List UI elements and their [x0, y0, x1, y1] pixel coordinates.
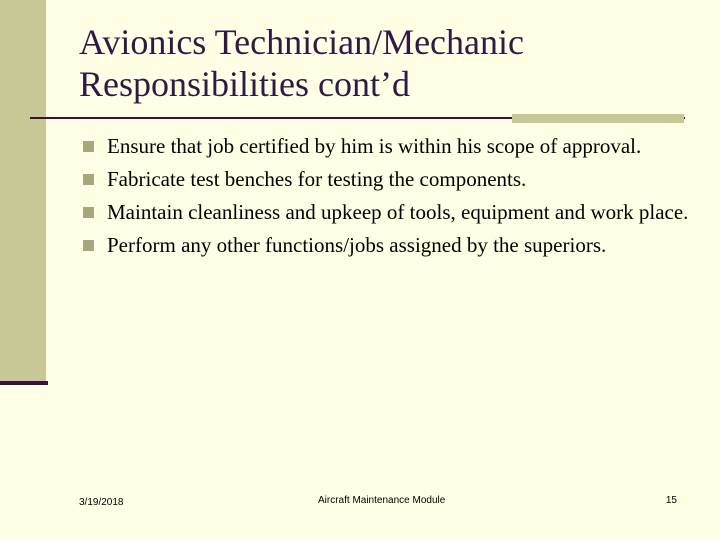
footer-module-name: Aircraft Maintenance Module: [318, 495, 446, 506]
bullet-item: [80, 165, 690, 193]
bullet-text: Perform any other functions/jobs assigned by the superiors.: [107, 233, 607, 257]
bullet-text: Ensure that job certified by him is within his scope of approval.: [107, 134, 642, 158]
footer-page-number: 15: [665, 495, 677, 506]
square-bullet-icon: [83, 174, 94, 185]
square-bullet-icon: [83, 207, 94, 218]
bullet-item: [80, 231, 690, 259]
footer-date: 3/19/2018: [79, 497, 124, 508]
bullet-item: [80, 132, 690, 160]
title-divider-accent: [512, 114, 684, 123]
bullet-item: [80, 198, 690, 226]
slide-title-line-1: Avionics Technician/Mechanic: [79, 22, 524, 62]
square-bullet-icon: [83, 240, 94, 251]
square-bullet-icon: [83, 141, 94, 152]
decorative-left-bar: [0, 0, 46, 383]
slide-title-line-2: Responsibilities cont’d: [79, 64, 410, 104]
bullet-text: Maintain cleanliness and upkeep of tools, equipment and work place.: [107, 200, 689, 224]
slide-title: [79, 21, 679, 105]
bullet-list: [80, 132, 690, 264]
decorative-left-bar-edge: [0, 381, 48, 385]
bullet-text: Fabricate test benches for testing the components.: [107, 167, 527, 191]
